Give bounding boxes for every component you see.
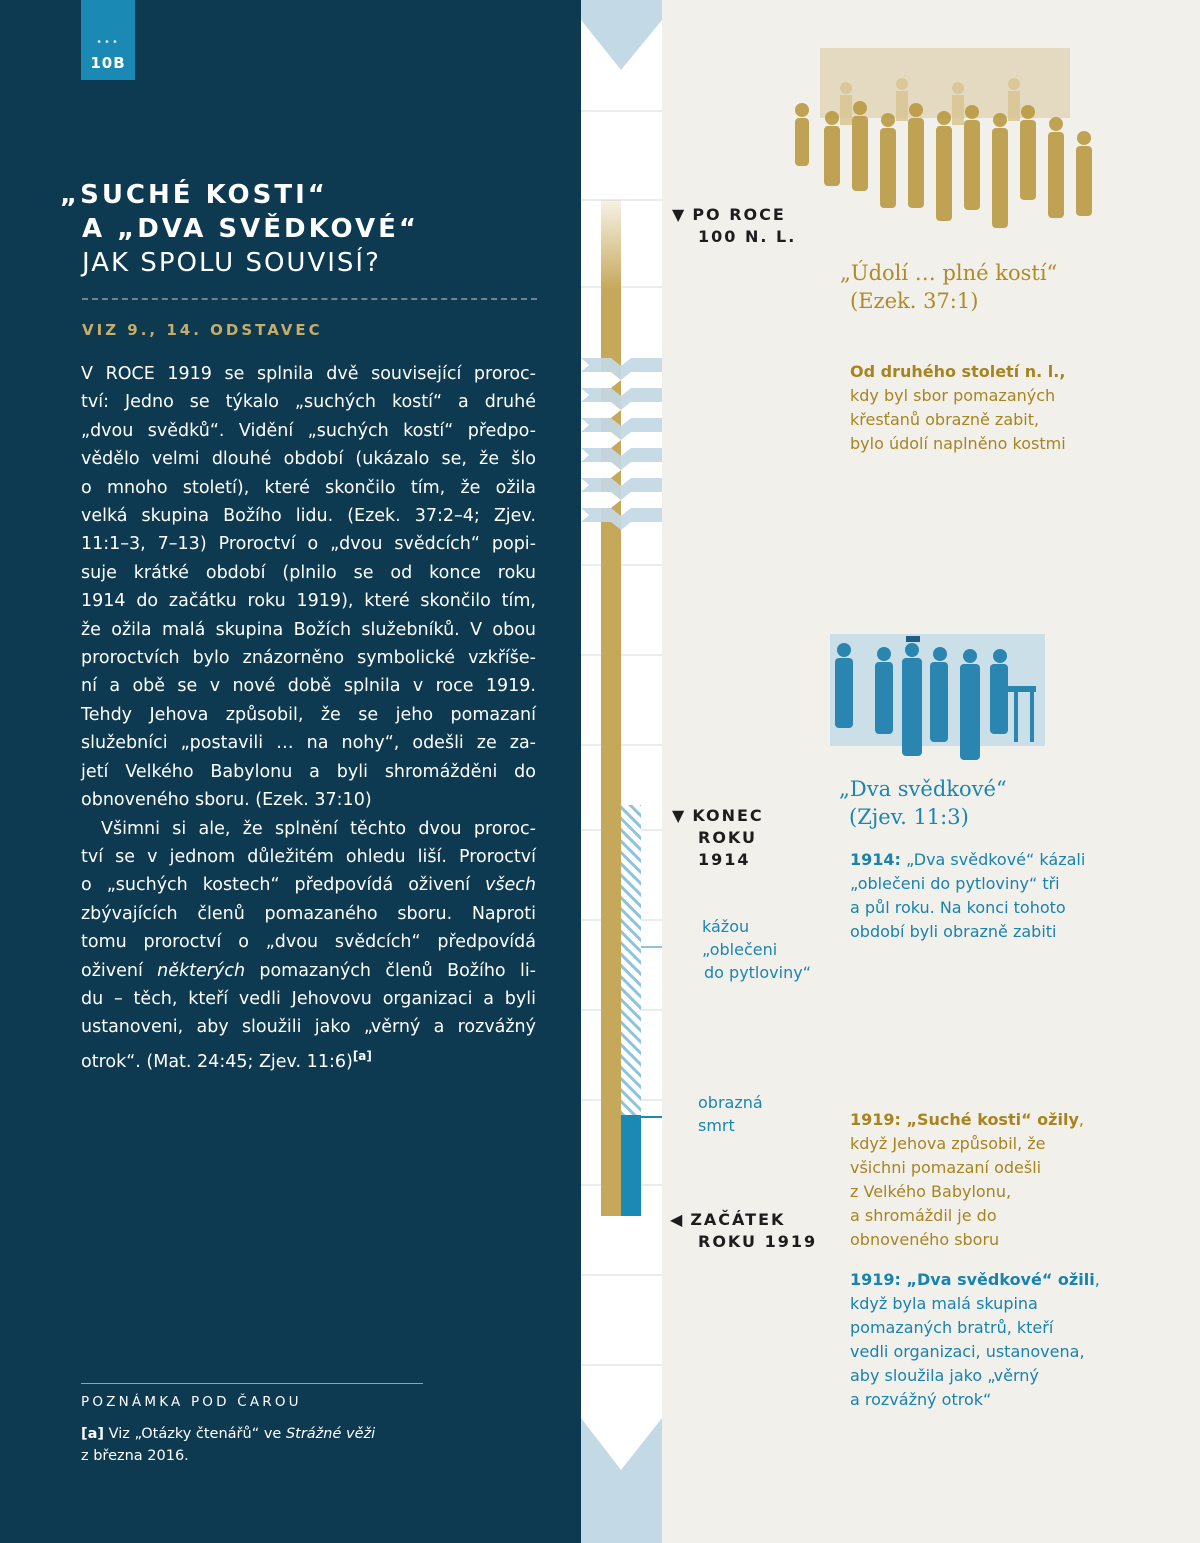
body-line: „dvou svědků“. Vidění „suchých kostí“ předpo- bbox=[81, 420, 536, 441]
body-line: velká skupina Božího lidu. (Ezek. 37:2–4; Zjev. bbox=[81, 506, 536, 527]
article-body bbox=[81, 360, 536, 1076]
article-panel bbox=[0, 0, 581, 1543]
section-badge bbox=[81, 0, 135, 80]
body-line: služebníci „postavili … na nohy“, odešli ze za- bbox=[81, 733, 536, 754]
section-number: 10B bbox=[90, 54, 126, 72]
timeline-strip bbox=[581, 0, 662, 1543]
result-witnesses-note: 1919: „Dva svědkové“ ožili, když byla malá skupina pomazaných bratrů, kteří vedli organizaci, ustanovena, aby sloužila jako „věrný a rozvážný otrok“ bbox=[850, 1270, 1100, 1409]
body-line: tví: Jedno se týkalo „suchých kostí“ a druhé bbox=[81, 392, 536, 413]
body-line: jetí Velkého Babylonu a byli shromážděni do bbox=[81, 761, 536, 782]
witnesses-preaching-bar bbox=[621, 805, 641, 1115]
label-after-100ad: ▼ PO ROCE 100 N. L. bbox=[672, 205, 797, 246]
emphasis: některých bbox=[157, 960, 246, 981]
body-line: ustanoveni, aby sloužili jako „věrný a rozvážný bbox=[81, 1017, 536, 1038]
triangle-down-icon: ▼ bbox=[672, 205, 687, 224]
title-line-2: A „DVA SVĚDKOVÉ“ bbox=[82, 214, 419, 244]
bones-note: Od druhého století n. l., kdy byl sbor pomazaných křesťanů obrazně zabit, bylo údolí naplněno kostmi bbox=[850, 362, 1066, 453]
crowd-illustration bbox=[790, 48, 1110, 238]
body-line: V ROCE 1919 se splnila dvě související proroc- bbox=[81, 364, 536, 384]
body-line: 11:1–3, 7–13) Proroctví o „dvou svědcích“ popi- bbox=[81, 534, 536, 555]
body-line: obnoveného sboru. (Ezek. 37:10) bbox=[81, 790, 372, 811]
body-line: že ožila malá skupina Božích služebníků. V obou bbox=[81, 619, 536, 640]
footnote-heading: POZNÁMKA POD ČAROU bbox=[81, 1394, 302, 1410]
dashed-divider bbox=[82, 298, 537, 300]
bones-heading: „Údolí … plné kostí“ (Ezek. 37:1) bbox=[840, 261, 1058, 313]
preaching-label: kážou „oblečeni do pytloviny“ bbox=[702, 917, 811, 982]
body-line: suje krátké období (plnilo se od konce roku bbox=[81, 562, 536, 583]
label-start-1919: ◀ ZAČÁTEK ROKU 1919 bbox=[670, 1210, 818, 1251]
time-break-icon bbox=[581, 358, 662, 530]
body-line: du – těch, kteří vedli Jehovovu organizaci a byli bbox=[81, 988, 536, 1009]
timeline-graphic bbox=[581, 0, 662, 1543]
witnesses-heading: „Dva svědkové“ (Zjev. 11:3) bbox=[839, 777, 1007, 829]
footnote-divider bbox=[81, 1383, 423, 1384]
body-line: tví se v jednom důležitém ohledu liší. Proroctví bbox=[81, 846, 536, 867]
witnesses-note: 1914: „Dva svědkové“ kázali „oblečeni do pytloviny“ tři a půl roku. Na konci tohoto období byli obrazně zabiti bbox=[850, 850, 1086, 941]
triangle-down-icon: ▼ bbox=[672, 806, 687, 825]
body-line: oživení některých pomazaných členů Božího li- bbox=[81, 960, 536, 981]
dots-icon: ••• bbox=[96, 37, 120, 48]
body-line: 1914 do začátku roku 1919), které skončilo tím, bbox=[81, 591, 536, 612]
illustration-panel bbox=[662, 0, 1200, 1543]
result-bones-note: 1919: „Suché kosti“ ožily, když Jehova způsobil, že všichni pomazaní odešli z Velkého Babylonu, a shromáždil je do obnoveného sboru bbox=[850, 1110, 1084, 1249]
label-end-1914: ▼ KONEC ROKU 1914 bbox=[672, 806, 764, 869]
death-label: obrazná smrt bbox=[698, 1093, 763, 1135]
body-line: Tehdy Jehova způsobil, že se jeho pomazaní bbox=[81, 704, 536, 725]
title-line-3: JAK SPOLU SOUVISÍ? bbox=[82, 248, 381, 278]
footnote-ref-link[interactable]: [a] bbox=[352, 1048, 372, 1063]
chevron-down-icon bbox=[581, 0, 662, 70]
body-line: ní a obě se v nové době splnila v roce 1919. bbox=[81, 676, 536, 697]
body-line: Všimni si ale, že splnění těchto dvou proroc- bbox=[101, 818, 536, 839]
page-title bbox=[60, 178, 560, 280]
bones-bar-fade bbox=[601, 200, 621, 290]
body-line: vědělo velmi dlouhé období (ukázalo se, že šlo bbox=[81, 449, 536, 470]
emphasis: všech bbox=[485, 875, 536, 896]
body-line: zbývajících členů pomazaného sboru. Naproti bbox=[81, 903, 536, 924]
witnesses-illustration bbox=[830, 634, 1050, 764]
body-line: o mnoho století), které skončilo tím, že ožila bbox=[81, 477, 536, 498]
body-line: otrok“. (Mat. 24:45; Zjev. 11:6)[a] bbox=[81, 1048, 372, 1072]
body-line: proroctvích bylo znázorněno symbolické vzkříše- bbox=[81, 648, 536, 669]
witnesses-death-bar bbox=[621, 1115, 641, 1216]
body-line: o „suchých kostech“ předpovídá oživení všech bbox=[81, 875, 536, 896]
paragraph-reference: VIZ 9., 14. ODSTAVEC bbox=[82, 321, 323, 339]
footnote-marker: [a] bbox=[81, 1426, 105, 1442]
title-line-1: „SUCHÉ KOSTI“ bbox=[60, 180, 328, 210]
body-line: tomu proroctví o „dvou svědcích“ předpovídá bbox=[81, 932, 536, 953]
triangle-left-icon: ◀ bbox=[670, 1210, 685, 1229]
chevron-down-icon bbox=[581, 1418, 662, 1543]
footnote-text: [a] Viz „Otázky čtenářů“ ve Strážné věži z března 2016. bbox=[81, 1426, 376, 1464]
